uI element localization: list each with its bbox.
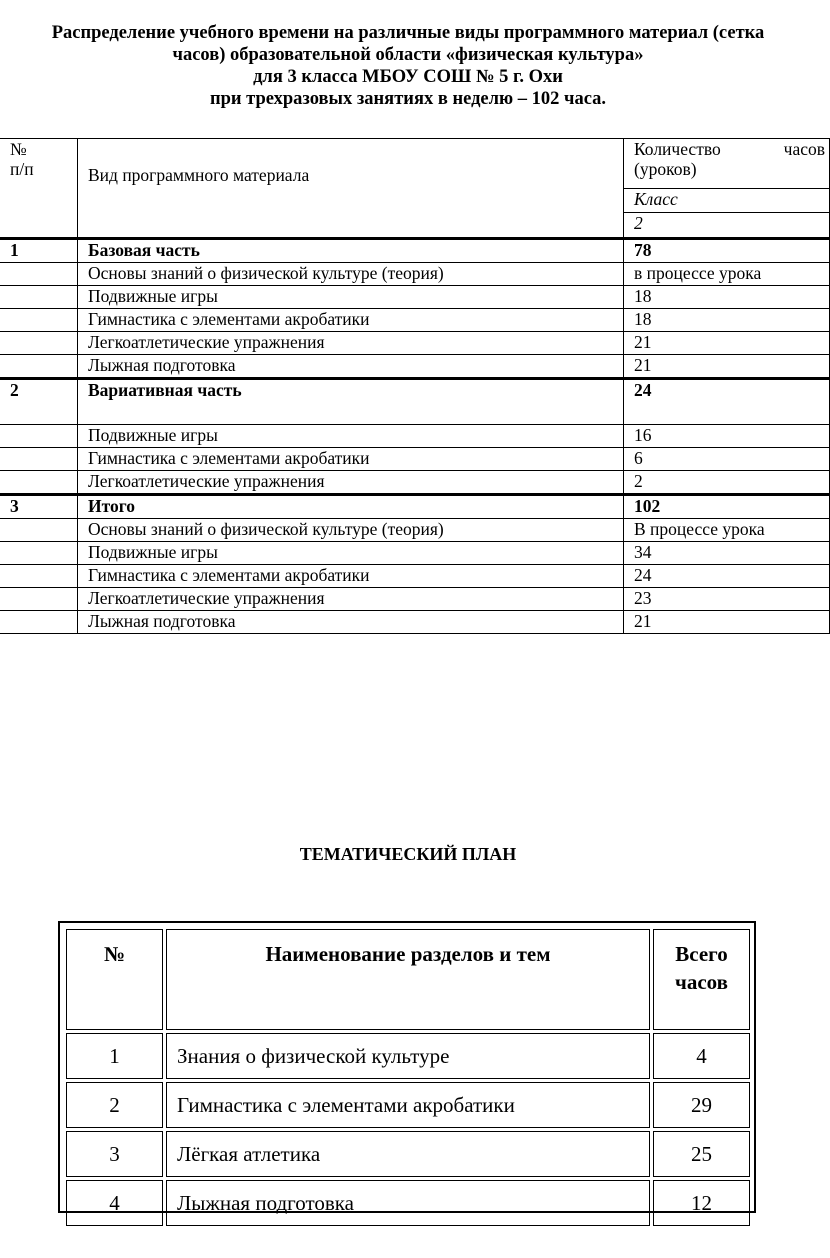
row-name: Гимнастика с элементами акробатики bbox=[78, 448, 624, 471]
row-name: Подвижные игры bbox=[78, 425, 624, 448]
plan-header-name: Наименование разделов и тем bbox=[166, 929, 650, 1030]
plan-row-num: 4 bbox=[66, 1180, 163, 1226]
row-name: Подвижные игры bbox=[78, 286, 624, 309]
plan-header-num: № bbox=[66, 929, 163, 1030]
row-name: Гимнастика с элементами акробатики bbox=[78, 565, 624, 588]
row-num bbox=[0, 309, 78, 332]
row-value: 2 bbox=[624, 471, 830, 495]
row-num: 1 bbox=[0, 239, 78, 263]
table-row bbox=[0, 332, 830, 355]
header-num-label: п/п bbox=[10, 159, 34, 179]
row-value: 24 bbox=[624, 379, 830, 425]
table-row bbox=[0, 263, 830, 286]
plan-row bbox=[66, 1033, 750, 1079]
plan-table bbox=[63, 926, 753, 1229]
document-title bbox=[0, 22, 816, 110]
row-name: Базовая часть bbox=[78, 239, 624, 263]
table-row bbox=[0, 425, 830, 448]
plan-row-num: 2 bbox=[66, 1082, 163, 1128]
row-name: Основы знаний о физической культуре (теория) bbox=[78, 263, 624, 286]
header-num-symbol: № bbox=[10, 139, 27, 159]
row-value: 34 bbox=[624, 542, 830, 565]
distribution-table bbox=[0, 138, 830, 634]
plan-row-hours: 4 bbox=[653, 1033, 750, 1079]
row-num bbox=[0, 519, 78, 542]
table-row bbox=[0, 239, 830, 263]
row-num bbox=[0, 425, 78, 448]
table-row bbox=[0, 286, 830, 309]
row-num bbox=[0, 588, 78, 611]
row-value: 16 bbox=[624, 425, 830, 448]
plan-table-frame bbox=[58, 921, 756, 1213]
row-value: 21 bbox=[624, 355, 830, 379]
row-value: 78 bbox=[624, 239, 830, 263]
plan-row bbox=[66, 1131, 750, 1177]
plan-header-hours-line1: Всего bbox=[675, 942, 728, 966]
title-line-2: часов) образовательной области «физическая культура» bbox=[172, 45, 644, 65]
row-num bbox=[0, 286, 78, 309]
row-name: Легкоатлетические упражнения bbox=[78, 588, 624, 611]
row-value: 102 bbox=[624, 495, 830, 519]
row-name: Лыжная подготовка bbox=[78, 611, 624, 634]
row-num bbox=[0, 542, 78, 565]
plan-row-name: Знания о физической культуре bbox=[166, 1033, 650, 1079]
row-name: Лыжная подготовка bbox=[78, 355, 624, 379]
plan-header-hours bbox=[653, 929, 750, 1030]
row-num bbox=[0, 611, 78, 634]
title-line-3: для 3 класса МБОУ СОШ № 5 г. Охи bbox=[253, 67, 563, 87]
row-value: 23 bbox=[624, 588, 830, 611]
plan-row bbox=[66, 1082, 750, 1128]
table-row bbox=[0, 379, 830, 425]
row-name: Подвижные игры bbox=[78, 542, 624, 565]
title-line-4: при трехразовых занятиях в неделю – 102 часа. bbox=[209, 89, 607, 109]
distribution-header-row bbox=[0, 139, 830, 189]
header-hours-word2: часов bbox=[783, 139, 825, 159]
header-type-label: Вид программного материала bbox=[88, 165, 310, 185]
plan-row-hours: 12 bbox=[653, 1180, 750, 1226]
header-hours-cell bbox=[624, 139, 830, 189]
row-name: Легкоатлетические упражнения bbox=[78, 471, 624, 495]
row-value: 18 bbox=[624, 286, 830, 309]
table-row bbox=[0, 495, 830, 519]
row-name: Гимнастика с элементами акробатики bbox=[78, 309, 624, 332]
row-num bbox=[0, 355, 78, 379]
row-value: В процессе урока bbox=[624, 519, 830, 542]
row-value: 21 bbox=[624, 611, 830, 634]
plan-row-name: Лёгкая атлетика bbox=[166, 1131, 650, 1177]
plan-row-hours: 25 bbox=[653, 1131, 750, 1177]
header-hours-line2: (уроков) bbox=[634, 159, 697, 179]
row-value: в процессе урока bbox=[624, 263, 830, 286]
row-num: 3 bbox=[0, 495, 78, 519]
table-row bbox=[0, 542, 830, 565]
plan-row bbox=[66, 1180, 750, 1226]
header-num-cell bbox=[0, 139, 78, 239]
row-value: 21 bbox=[624, 332, 830, 355]
plan-header-hours-line2: часов bbox=[675, 970, 728, 994]
row-name: Вариативная часть bbox=[78, 379, 624, 425]
table-row bbox=[0, 565, 830, 588]
row-name: Основы знаний о физической культуре (теория) bbox=[78, 519, 624, 542]
row-num bbox=[0, 448, 78, 471]
row-value: 18 bbox=[624, 309, 830, 332]
table-row bbox=[0, 355, 830, 379]
row-value: 6 bbox=[624, 448, 830, 471]
header-hours-word1: Количество bbox=[634, 139, 721, 159]
plan-row-num: 3 bbox=[66, 1131, 163, 1177]
row-value: 24 bbox=[624, 565, 830, 588]
row-num bbox=[0, 565, 78, 588]
table-row bbox=[0, 448, 830, 471]
row-num: 2 bbox=[0, 379, 78, 425]
plan-title: ТЕМАТИЧЕСКИЙ ПЛАН bbox=[299, 844, 517, 864]
row-num bbox=[0, 263, 78, 286]
header-class-value: 2 bbox=[624, 213, 830, 239]
header-class-label: Класс bbox=[624, 189, 830, 213]
plan-row-name: Гимнастика с элементами акробатики bbox=[166, 1082, 650, 1128]
row-name: Итого bbox=[78, 495, 624, 519]
table-row bbox=[0, 588, 830, 611]
table-row bbox=[0, 519, 830, 542]
title-line-1: Распределение учебного времени на различные виды программного материал (сетка bbox=[51, 23, 765, 43]
row-name: Легкоатлетические упражнения bbox=[78, 332, 624, 355]
plan-row-name: Лыжная подготовка bbox=[166, 1180, 650, 1226]
plan-header-row bbox=[66, 929, 750, 1030]
row-num bbox=[0, 332, 78, 355]
table-row bbox=[0, 471, 830, 495]
table-row bbox=[0, 309, 830, 332]
row-num bbox=[0, 471, 78, 495]
plan-row-num: 1 bbox=[66, 1033, 163, 1079]
table-row bbox=[0, 611, 830, 634]
plan-row-hours: 29 bbox=[653, 1082, 750, 1128]
header-type-cell bbox=[78, 139, 624, 239]
